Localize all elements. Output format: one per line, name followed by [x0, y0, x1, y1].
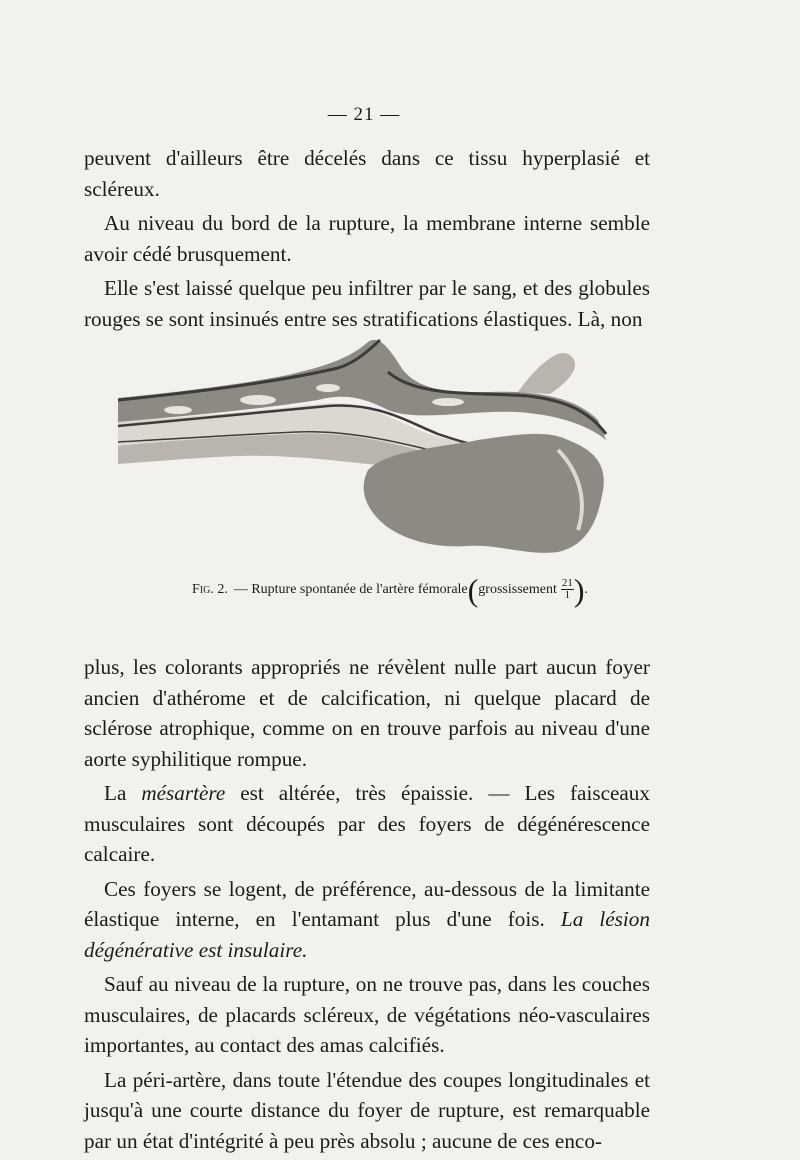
magnification-denominator: 1: [564, 589, 571, 601]
text-block-top: [84, 143, 650, 338]
text-block-bottom: [84, 652, 650, 1160]
magnification-numerator: 21: [561, 577, 573, 589]
paragraph: Ces foyers se logent, de préférence, au-dessous de la limitante élastique interne, en l'entamant plus d'une fois. La lésion dégénérative est insulaire.: [84, 876, 650, 962]
paragraph: Au niveau du bord de la rupture, la membrane interne semble avoir cédé brusquement.: [84, 211, 650, 266]
paragraph: plus, les colorants appropriés ne révèlent nulle part aucun foyer ancien d'athérome et de calcification, ni quelque placard de sclérose atrophique, comme on en trouve parfois au niveau d'une aorte syphilitique rompue.: [84, 655, 650, 771]
paragraph: Sauf au niveau de la rupture, on ne trouve pas, dans les couches musculaires, de placards scléreux, de végétations néo-vasculaires importantes, au contact des amas calcifiés.: [84, 972, 650, 1057]
histology-figure: [118, 330, 618, 558]
caption-label: Fig. 2.: [191, 581, 228, 597]
artery-section-illustration: [118, 330, 618, 558]
figure-caption: [0, 571, 780, 608]
calcified-island: [164, 406, 192, 414]
paragraph: peuvent d'ailleurs être décelés dans ce tissu hyperplasié et scléreux.: [84, 146, 650, 201]
caption-period: .: [584, 581, 589, 597]
paragraph: La péri-artère, dans toute l'étendue des coupes longitudinales et jusqu'à une courte distance du foyer de rupture, est remarquable par un état d'intégrité à peu près absolu ; aucune de ces enco-: [84, 1067, 650, 1153]
paragraph: Elle s'est laissé quelque peu infiltrer par le sang, et des globules rouges se sont insinués entre ses stratifications élastiques. Là, non: [84, 276, 650, 331]
caption-text: — Rupture spontanée de l'artère fémorale: [233, 581, 468, 597]
calcified-island: [316, 384, 340, 392]
page-number: — 21 —: [327, 104, 401, 125]
calcified-island: [240, 395, 276, 405]
caption-paren-close: ): [573, 571, 585, 608]
magnification-fraction: [561, 578, 574, 601]
calcified-island: [432, 398, 464, 406]
magnification-label: grossissement: [478, 581, 557, 597]
caption-paren-open: (: [467, 571, 479, 608]
adventitia-outgrowth: [518, 353, 575, 394]
paragraph: La mésartère est altérée, très épaissie. — Les faisceaux musculaires sont découpés par des foyers de dégénérescence calcaire.: [84, 781, 650, 866]
